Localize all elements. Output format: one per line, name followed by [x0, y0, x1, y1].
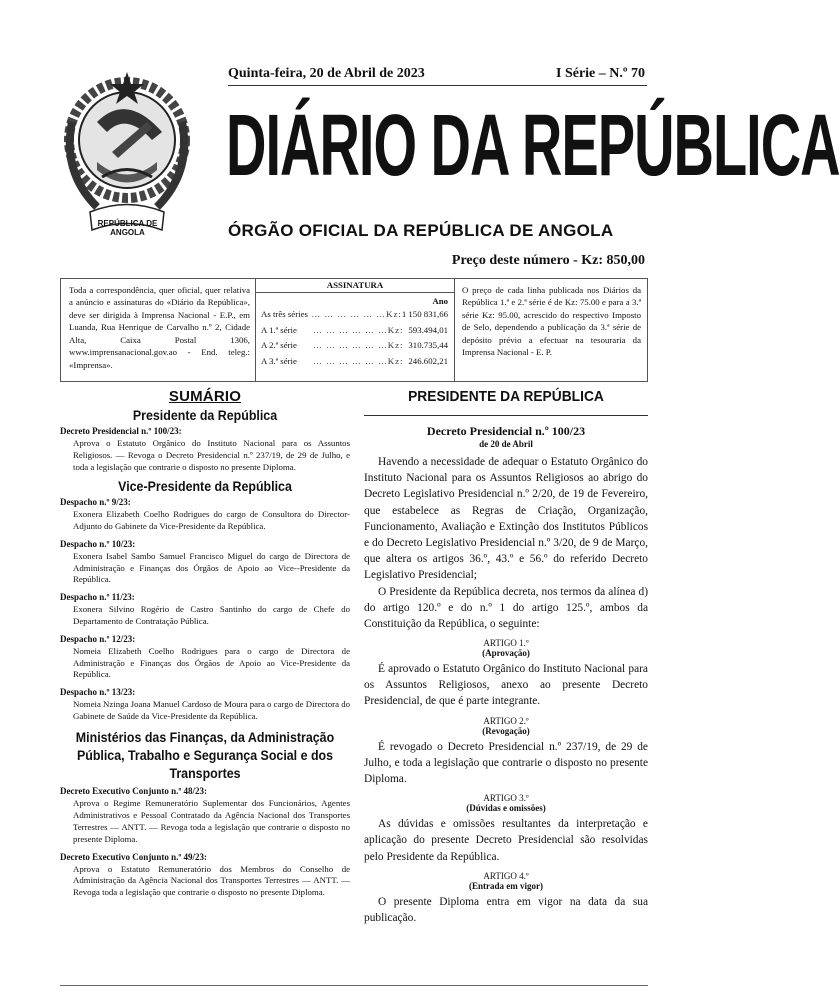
decree-title: Decreto Presidencial n.º 100/23: [426, 424, 586, 438]
summary-item-heading: Despacho n.º 13/23:: [60, 687, 136, 698]
summary-section-heading: Presidente da República: [132, 408, 278, 423]
masthead-title: DIÁRIO DA REPÚBLICA: [226, 95, 840, 194]
decree-column: [364, 388, 648, 926]
summary-item-heading: Despacho n.º 12/23:: [60, 633, 136, 644]
article-title: (Revogação): [482, 725, 530, 736]
masthead-subtitle: ÓRGÃO OFICIAL DA REPÚBLICA DE ANGOLA: [228, 221, 614, 240]
article-text: O presente Diploma entra em vigor na data da sua publicação.: [364, 895, 648, 924]
summary-item-text: Aprova o Estatuto Orgânico do Instituto Nacional para os Assuntos Religiosos. — Revoga o Decreto Presidencial n.º 237/19, de 29 de Julho, e toda a legislação que contrarie o disposto no presente Diploma.: [73, 438, 350, 472]
subscription-value: 593.494,01: [408, 324, 448, 335]
info-box: [60, 278, 648, 382]
summary-item-text: Nomeia Elizabeth Coelho Rodrigues para o cargo de Directora de Administração e Finanças dos Órgãos de Apoio ao Vice-Presidente da República.: [73, 645, 350, 680]
summary-item-text: Nomeia Nzinga Joana Manuel Cardoso de Moura para o cargo de Directora do Gabinete de Saúde da Vice-Presidente da República.: [73, 699, 350, 721]
subscription-row: [256, 323, 454, 339]
summary-item-heading: Despacho n.º 11/23:: [60, 592, 135, 603]
article-label: ARTIGO 1.º: [483, 638, 529, 649]
summary-item: [60, 497, 350, 533]
summary-column: [60, 388, 350, 905]
preamble-paragraph: Havendo a necessidade de adequar o Estatuto Orgânico do Instituto Nacional para os Assuntos Religiosos ao abrigo do Decreto Legislativo Presidencial n.º 2/20, de 19 de Fevereiro, que estabelece as Regras de Criação, Organização, Funcionamento, Avaliação e Extinção dos Institutos Públicos e do Decreto Legislativo Presidencial n.º 3/20, de 9 de Março, que altera os artigos 36.º, 43.º e 56.º do referido Decreto Legislativo Presidencial;: [364, 456, 648, 582]
article-text: É revogado o Decreto Presidencial n.º 237/19, de 29 de Julho, e toda a legislação que contrarie o disposto no presente Diploma.: [364, 740, 648, 785]
article-text: As dúvidas e omissões resultantes da interpretação e aplicação do presente Decreto Presidencial são resolvidas pelo Presidente da República.: [364, 818, 648, 863]
subscription-name: A 2.ª série: [261, 340, 297, 350]
section-divider: [364, 415, 648, 416]
subscription-leader: … … … … … …Kz:: [313, 324, 404, 335]
article-title: (Dúvidas e omissões): [466, 803, 546, 814]
summary-item-heading: Despacho n.º 10/23:: [60, 538, 136, 549]
subscription-name: A 1.ª série: [261, 324, 297, 335]
summary-item: [60, 852, 350, 899]
summary-title: SUMÁRIO: [168, 388, 242, 405]
article-text: É aprovado o Estatuto Orgânico do Instituto Nacional para os Assuntos Religiosos, anexo ao presente Decreto Presidencial, de que é parte integrante.: [364, 663, 648, 708]
subscription-row: [256, 307, 454, 323]
subscription-leader: … … … … … …Kz:: [313, 355, 404, 366]
summary-item-heading: Decreto Presidencial n.º 100/23:: [60, 426, 182, 436]
summary-section-heading: Ministérios das Finanças, da Administração Pública, Trabalho e Segurança Social e dos Transportes: [75, 729, 335, 782]
subscription-value: 246.602,21: [408, 355, 448, 366]
article-label: ARTIGO 3.º: [483, 793, 529, 804]
subscription-table: [256, 279, 455, 381]
summary-item-text: Aprova o Regime Remuneratório Suplementar dos Funcionários, Agentes Administrativos e Pessoal Contratado da Agência Nacional dos Transportes Terrestres — ANTT. — Revoga toda a legislação que contrarie o disposto no presente Diploma.: [73, 798, 350, 844]
subscription-leader: … … … … … …Kz:: [313, 340, 404, 350]
summary-item: [60, 687, 350, 723]
page-bottom-divider: [60, 985, 648, 986]
subscription-value: 310.735,44: [408, 340, 448, 350]
issue-date: Quinta-feira, 20 de Abril de 2023: [228, 66, 425, 81]
subscription-title: ASSINATURA: [256, 279, 454, 293]
summary-item: [60, 539, 350, 586]
article-title: (Aprovação): [482, 648, 530, 659]
subscription-year-label: Ano: [432, 296, 448, 306]
summary-item-text: Exonera Silvino Rogério de Castro Santinho do cargo de Chefe do Departamento de Contratação Pública.: [73, 604, 350, 627]
article-label: ARTIGO 4.º: [483, 870, 529, 881]
summary-item-text: Exonera Isabel Sambo Samuel Francisco Miguel do cargo de Directora de Administração e Finanças dos Órgãos de Apoio ao Vice--Presidente da República.: [73, 550, 350, 585]
subscription-name: A 3.ª série: [261, 355, 297, 366]
subscription-name: As três séries: [261, 309, 308, 319]
subscription-value: 1 150 831,66: [401, 309, 448, 319]
article-label: ARTIGO 2.º: [483, 715, 529, 726]
summary-item-heading: Decreto Executivo Conjunto n.º 49/23:: [60, 851, 208, 862]
decree-date: de 20 de Abril: [479, 439, 533, 449]
summary-section-heading: Vice-Presidente da República: [118, 479, 292, 495]
price-note: O preço de cada linha publicada nos Diários da República 1.ª e 2.ª série é de Kz: 75.00 e para a 3.ª série Kz: 95.00, acrescido do respectivo Imposto de Selo, dependendo a publicação da 3.ª série de depósito prévio a efectuar na tesouraria da Imprensa Nacional - E. P.: [462, 285, 641, 358]
correspondence-notice: Toda a correspondência, quer oficial, quer relativa a anúncio e assinaturas do «Diário da República», deve ser dirigida à Imprensa Nacional - E.P., em Luanda, Rua Henrique de Carvalho n.º 2, Cidade Alta, Caixa Postal 1306, www.imprensanacional.gov.ao - End. teleg.: «Imprensa».: [61, 279, 256, 381]
issue-price: Preço deste número - Kz: 850,00: [451, 253, 645, 268]
subscription-row: [256, 338, 454, 354]
angola-coat-of-arms-emblem: [52, 62, 202, 242]
summary-item: [60, 426, 350, 473]
summary-item-text: Aprova o Estatuto Remuneratório dos Membros do Conselho de Administração da Agência Nacional dos Transportes Terrestres — ANTT. — Revoga toda a legislação que contrarie o disposto no presente Diploma.: [73, 863, 350, 898]
subscription-row: [256, 354, 454, 370]
issue-series-number: I Série – N.º 70: [556, 66, 645, 81]
summary-item: [60, 592, 350, 628]
summary-item: [60, 786, 350, 845]
summary-item-heading: Despacho n.º 9/23:: [60, 497, 131, 508]
emblem-label: REPÚBLICA DE ANGOLA: [97, 219, 158, 237]
summary-item-text: Exonera Elizabeth Coelho Rodrigues do cargo de Consultora do Director-Adjunto do Gabinete da Vice-Presidente da República.: [73, 509, 350, 532]
header-divider: [228, 85, 647, 86]
summary-item-heading: Decreto Executivo Conjunto n.º 48/23:: [60, 786, 208, 797]
summary-item: [60, 634, 350, 681]
preamble-paragraph: O Presidente da República decreta, nos termos da alínea d) do artigo 120.º e do n.º 1 do artigo 125.º, ambos da Constituição da República, o seguinte:: [364, 585, 648, 630]
section-heading: PRESIDENTE DA REPÚBLICA: [408, 388, 604, 405]
article-title: (Entrada em vigor): [469, 880, 543, 891]
subscription-leader: … … … … … …Kz:: [311, 309, 402, 319]
